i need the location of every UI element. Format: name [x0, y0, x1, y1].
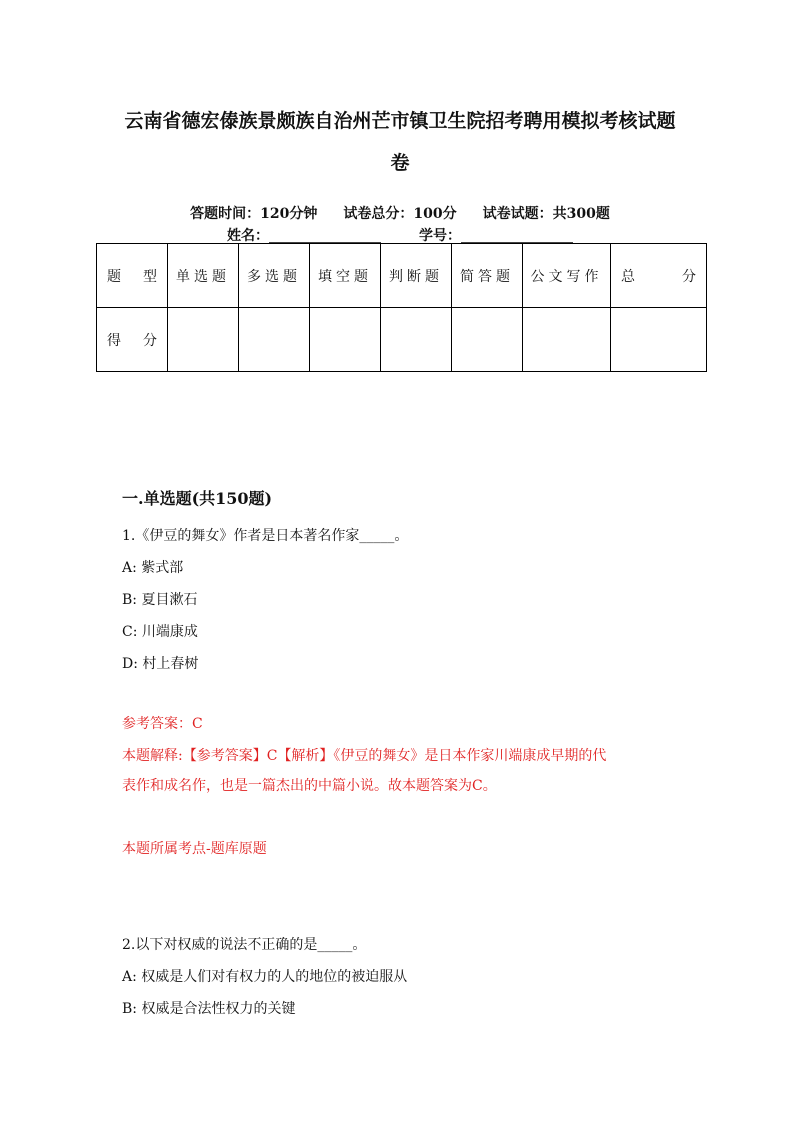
option-c: C: 川端康成 — [122, 624, 198, 640]
score-table — [96, 243, 707, 372]
explanation-line: 本题解释:【参考答案】C【解析】《伊豆的舞女》是日本作家川端康成早期的代 — [122, 748, 607, 764]
option-b: B: 夏目漱石 — [122, 592, 198, 608]
header-column: 多选题 — [239, 244, 310, 308]
student-id-field: 学号：________________ — [419, 228, 573, 244]
score-cell — [611, 308, 707, 372]
score-cell — [168, 308, 239, 372]
header-column: 单选题 — [168, 244, 239, 308]
question-stem: 2.以下对权威的说法不正确的是_____。 — [122, 937, 367, 953]
name-field: 姓名：________________ — [227, 228, 381, 244]
header-question-type: 题 型 — [97, 244, 168, 308]
question-stem: 1.《伊豆的舞女》作者是日本著名作家_____。 — [122, 528, 409, 544]
score-table-score-row — [97, 308, 707, 372]
header-column: 判断题 — [381, 244, 452, 308]
option-a: A: 权威是人们对有权力的人的地位的被迫服从 — [122, 969, 408, 985]
header-column: 公文写作 — [523, 244, 611, 308]
score-cell — [523, 308, 611, 372]
exam-total-score: 试卷总分：100分 — [343, 206, 457, 222]
exam-time: 答题时间：120分钟 — [190, 206, 318, 222]
exam-question-count: 试卷试题：共300题 — [482, 206, 610, 222]
topic-note: 本题所属考点-题库原题 — [122, 841, 267, 857]
exam-title-line1: 云南省德宏傣族景颇族自治州芒市镇卫生院招考聘用模拟考核试题 — [124, 110, 676, 132]
exam-meta-row — [0, 203, 800, 223]
explanation-line: 表作和成名作，也是一篇杰出的中篇小说。故本题答案为C。 — [122, 778, 497, 794]
header-column: 简答题 — [452, 244, 523, 308]
score-cell — [452, 308, 523, 372]
option-a: A: 紫式部 — [122, 560, 184, 576]
score-cell — [239, 308, 310, 372]
header-column: 填空题 — [310, 244, 381, 308]
score-table-header-row — [97, 244, 707, 308]
row-label-score: 得 分 — [97, 308, 168, 372]
section-title: 一.单选题(共150题) — [122, 489, 273, 508]
option-d: D: 村上春树 — [122, 656, 199, 672]
reference-answer: 参考答案：C — [122, 716, 203, 732]
score-cell — [310, 308, 381, 372]
option-b: B: 权威是合法性权力的关键 — [122, 1001, 296, 1017]
score-cell — [381, 308, 452, 372]
student-info-row — [0, 225, 800, 245]
exam-title-line2: 卷 — [390, 152, 410, 174]
header-total: 总 分 — [611, 244, 707, 308]
